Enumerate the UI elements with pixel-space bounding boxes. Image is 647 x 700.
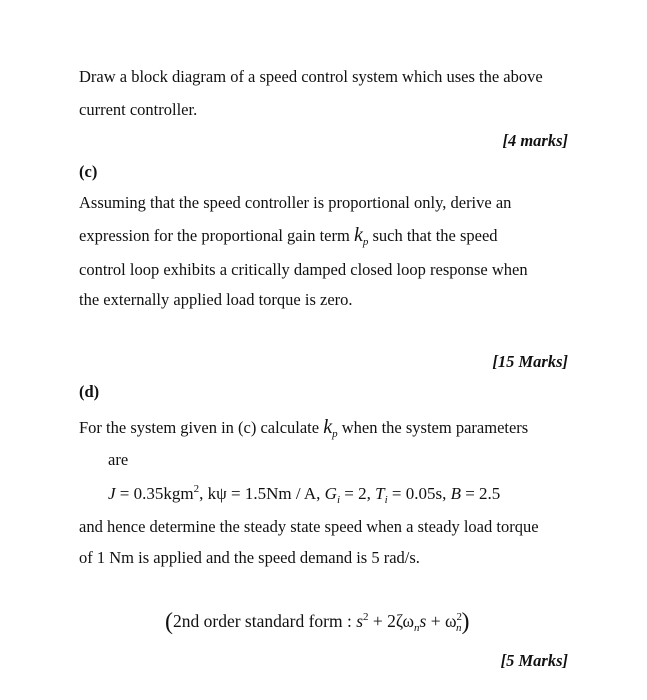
system-parameters-equation: J = 0.35kgm$^2$, kψ = 1.5Nm / A, $G_i = 2$, $T_i = 0.05s$, B = 2.5 [108, 483, 501, 506]
part-d-heading: (d) [79, 382, 100, 401]
part-d-line-1-post: when the system parameters [341, 418, 529, 437]
kp-symbol: $k_p$ [353, 224, 369, 248]
part-b-text-line-2: current controller. [79, 100, 198, 119]
part-b-text-line-1: Draw a block diagram of a speed control system which uses the above [79, 67, 543, 86]
part-c-line-2-post: such that the speed [372, 226, 498, 245]
part-d-marks: [5 Marks] [500, 651, 568, 670]
kp-symbol: $k_p$ [323, 416, 338, 440]
part-c-heading: (c) [79, 162, 98, 181]
part-c-text-line-2 [79, 225, 498, 248]
part-d-text-line-3: and hence determine the steady state speed when a steady load torque [79, 517, 539, 536]
standard-form-equation: (2nd order standard form : $s^2 + 2\zeta\omega_ns + \omega^2_n$) [165, 609, 470, 635]
part-c-text-line-4: the externally applied load torque is zero. [79, 290, 353, 309]
part-d-text-line-2: are [108, 450, 129, 469]
part-c-marks: [15 Marks] [492, 352, 568, 371]
part-b-marks: [4 marks] [502, 131, 568, 150]
part-c-text-line-1: Assuming that the speed controller is proportional only, derive an [79, 193, 512, 212]
part-d-line-1-pre: For the system given in (c) calculate [79, 418, 320, 437]
part-d-text-line-1 [79, 417, 528, 440]
part-c-text-line-3: control loop exhibits a critically damped closed loop response when [79, 260, 528, 279]
part-c-line-2-pre: expression for the proportional gain term [79, 226, 350, 245]
part-d-text-line-4: of 1 Nm is applied and the speed demand is 5 rad/s. [79, 548, 420, 567]
